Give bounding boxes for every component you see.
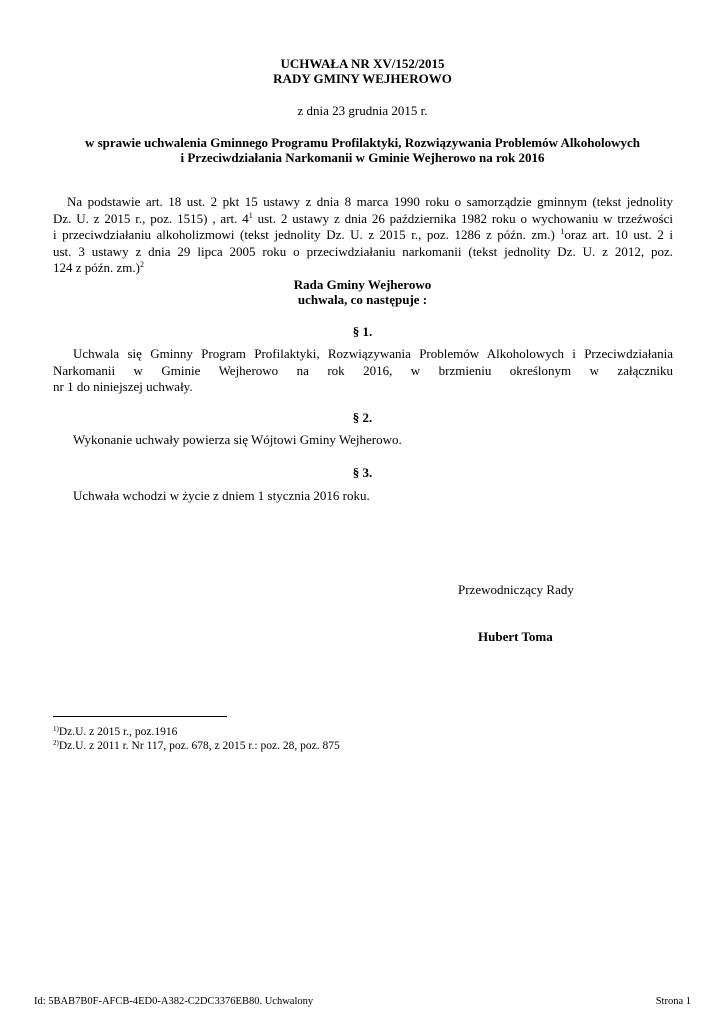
council-name: RADY GMINY WEJHEROWO	[273, 71, 452, 86]
footnote-ref-1b: 1	[560, 227, 565, 236]
chairman-title: Przewodniczący Rady	[458, 582, 574, 597]
section-3-heading: § 3.	[352, 465, 373, 480]
enacting-formula: uchwala, co następuje :	[297, 292, 428, 307]
enacting-body: Rada Gminy Wejherowo	[293, 277, 432, 292]
footnote-ref-1: 1	[248, 210, 253, 220]
section-3-text: Uchwała wchodzi w życie z dniem 1 stycznia 2016 roku.	[73, 488, 370, 503]
section-1-line-3: nr 1 do niniejszej uchwały.	[53, 379, 193, 394]
legal-basis-line-1: Na podstawie art. 18 ust. 2 pkt 15 ustawy z dnia 8 marca 1990 roku o samorządzie gminnym (tekst jednolity	[67, 194, 673, 209]
section-1-text	[53, 346, 673, 396]
section-2-heading: § 2.	[352, 410, 373, 425]
section-2-text: Wykonanie uchwały powierza się Wójtowi Gminy Wejherowo.	[73, 432, 402, 447]
footnote-ref-2: 2	[140, 260, 145, 269]
section-1-line-2: Narkomanii w Gminie Wejherowo na rok 2016, w brzmieniu określonym w załączniku	[53, 362, 673, 378]
footnote-1: $^{1)}$Dz.U. z 2015 r., poz.1916	[53, 725, 178, 738]
subject-line-1: w sprawie uchwalenia Gminnego Programu Profilaktyki, Rozwiązywania Problemów Alkoholowych	[84, 135, 641, 150]
resolution-date: z dnia 23 grudnia 2015 r.	[297, 103, 428, 118]
legal-basis-line-4: ust. 3 ustawy z dnia 29 lipca 2005 roku o przeciwdziałaniu narkomanii (tekst jednolity Dz. U. z 2012, poz.	[53, 243, 673, 259]
document-id-footer: Id: 5BAB7B0F-AFCB-4ED0-A382-C2DC3376EB80. Uchwalony	[34, 996, 314, 1007]
legal-basis-line-5: 124 z późn. zm.)$^2$	[53, 260, 145, 275]
subject-line-2: i Przeciwdziałania Narkomanii w Gminie Wejherowo na rok 2016	[180, 150, 545, 165]
legal-basis-line-2: Dz. U. z 2015 r., poz. 1515) , art. $4^1$ ust. 2 ustawy z dnia 26 października 1982 roku o wychowaniu w trzeźwości	[53, 210, 673, 226]
footnote-divider	[53, 716, 227, 717]
chairman-name: Hubert Toma	[478, 629, 553, 644]
legal-basis-paragraph	[53, 194, 673, 277]
resolution-number: UCHWAŁA NR XV/152/2015	[280, 56, 445, 71]
section-1-heading: § 1.	[352, 324, 373, 339]
legal-basis-line-3: i przeciwdziałaniu alkoholizmowi (tekst jednolity Dz. U. z 2015 r., poz. 1286 z późn. zm.) $^1$oraz art. 10 ust. 2 i	[53, 227, 673, 242]
footnote-2: $^{2)}$Dz.U. z 2011 r. Nr 117, poz. 678, z 2015 r.: poz. 28, poz. 875	[53, 739, 340, 752]
page-number: Strona 1	[655, 996, 691, 1007]
section-1-line-1: Uchwala się Gminny Program Profilaktyki, Rozwiązywania Problemów Alkoholowych i Przeciwdziałania	[73, 346, 673, 361]
